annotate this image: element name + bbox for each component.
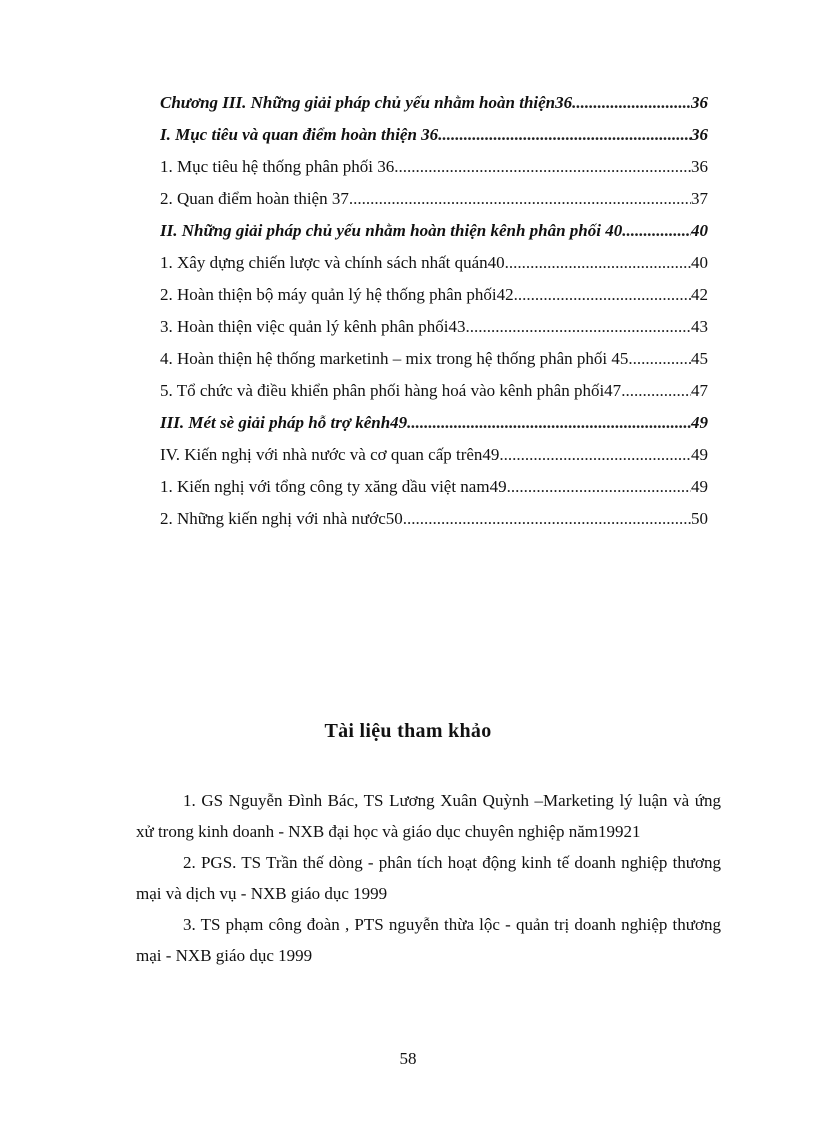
toc-dot-leader [465, 311, 691, 343]
toc-entry-title: I. Mục tiêu và quan điểm hoàn thiện 36 [160, 125, 439, 144]
toc-entry [160, 343, 708, 375]
toc-entry-page: 40 [691, 253, 708, 272]
reference-item: 3. TS phạm công đoàn , PTS nguyễn thừa lộc - quản trị doanh nghiệp thương mại - NXB giáo dục 1999 [136, 915, 721, 965]
toc-entry-page: 42 [691, 285, 708, 304]
toc-dot-leader [507, 471, 691, 503]
toc-entry [160, 183, 708, 215]
toc-entry-title: 1. Xây dựng chiến lược và chính sách nhất quán40 [160, 253, 505, 272]
toc-dot-leader [622, 215, 691, 247]
toc-entry [160, 247, 708, 279]
toc-entry-title: II. Những giải pháp chủ yếu nhằm hoàn thiện kênh phân phối 40 [160, 221, 623, 240]
toc-entry-page: 37 [691, 189, 708, 208]
references-heading: Tài liệu tham khảo [324, 720, 492, 742]
toc-dot-leader [572, 87, 691, 119]
toc-entry [160, 215, 708, 247]
toc-entry [160, 375, 708, 407]
reference-item: 2. PGS. TS Trần thế dòng - phân tích hoạt động kinh tế doanh nghiệp thương mại và dịch vụ - NXB giáo dục 1999 [136, 853, 721, 903]
toc-entry-title: 3. Hoàn thiện việc quản lý kênh phân phối43 [160, 317, 466, 336]
toc-entry-page: 50 [691, 509, 708, 528]
toc-entry-page: 36 [691, 93, 708, 112]
toc-entry [160, 503, 708, 535]
toc-entry-title: 4. Hoàn thiện hệ thống marketinh – mix trong hệ thống phân phối 45 [160, 349, 629, 368]
toc-entry-page: 45 [691, 349, 708, 368]
toc-dot-leader [499, 439, 691, 471]
toc-entry-page: 49 [691, 445, 708, 464]
toc-entry-page: 49 [691, 477, 708, 496]
toc-dot-leader [438, 119, 691, 151]
toc-entry-title: III. Mét sè giải pháp hỗ trợ kênh49 [160, 413, 408, 432]
toc-entry-title: Chương III. Những giải pháp chủ yếu nhằm hoàn thiện36 [160, 93, 573, 112]
toc-entry [160, 439, 708, 471]
toc-entry-title: 2. Quan điểm hoàn thiện 37 [160, 189, 349, 208]
toc-dot-leader [621, 375, 691, 407]
toc-entry-page: 47 [691, 381, 708, 400]
toc-entry [160, 151, 708, 183]
toc-dot-leader [505, 247, 691, 279]
toc-entry-page: 43 [691, 317, 708, 336]
toc-dot-leader [407, 407, 691, 439]
toc-dot-leader [628, 343, 691, 375]
toc-entry-page: 36 [691, 157, 708, 176]
toc-dot-leader [349, 183, 691, 215]
toc-entry [160, 311, 708, 343]
toc-entry-page: 36 [691, 125, 708, 144]
toc-dot-leader [394, 151, 691, 183]
toc-entry [160, 87, 708, 119]
toc-entry-title: 2. Hoàn thiện bộ máy quản lý hệ thống phân phối42 [160, 285, 514, 304]
toc-entry-title: 1. Kiến nghị với tổng công ty xăng dầu việt nam49 [160, 477, 507, 496]
toc-entry-page: 49 [691, 413, 708, 432]
page-number: 58 [399, 1049, 417, 1068]
toc-entry-title: 2. Những kiến nghị với nhà nước50 [160, 509, 403, 528]
toc-entry [160, 279, 708, 311]
toc-entry [160, 407, 708, 439]
toc-entry-title: 5. Tổ chức và điều khiển phân phối hàng hoá vào kênh phân phối47 [160, 381, 622, 400]
reference-item: 1. GS Nguyễn Đình Bác, TS Lương Xuân Quỳnh –Marketing lý luận và ứng xử trong kinh doanh - NXB đại học và giáo dục chuyên nghiệp năm19921 [136, 791, 721, 841]
toc-entry-page: 40 [691, 221, 708, 240]
toc-dot-leader [403, 503, 691, 535]
toc-entry [160, 471, 708, 503]
toc-entry [160, 119, 708, 151]
toc-dot-leader [514, 279, 691, 311]
toc-entry-title: 1. Mục tiêu hệ thống phân phối 36 [160, 157, 395, 176]
table-of-contents [160, 87, 708, 535]
references-list [136, 785, 721, 971]
toc-entry-title: IV. Kiến nghị với nhà nước và cơ quan cấp trên49 [160, 445, 500, 464]
